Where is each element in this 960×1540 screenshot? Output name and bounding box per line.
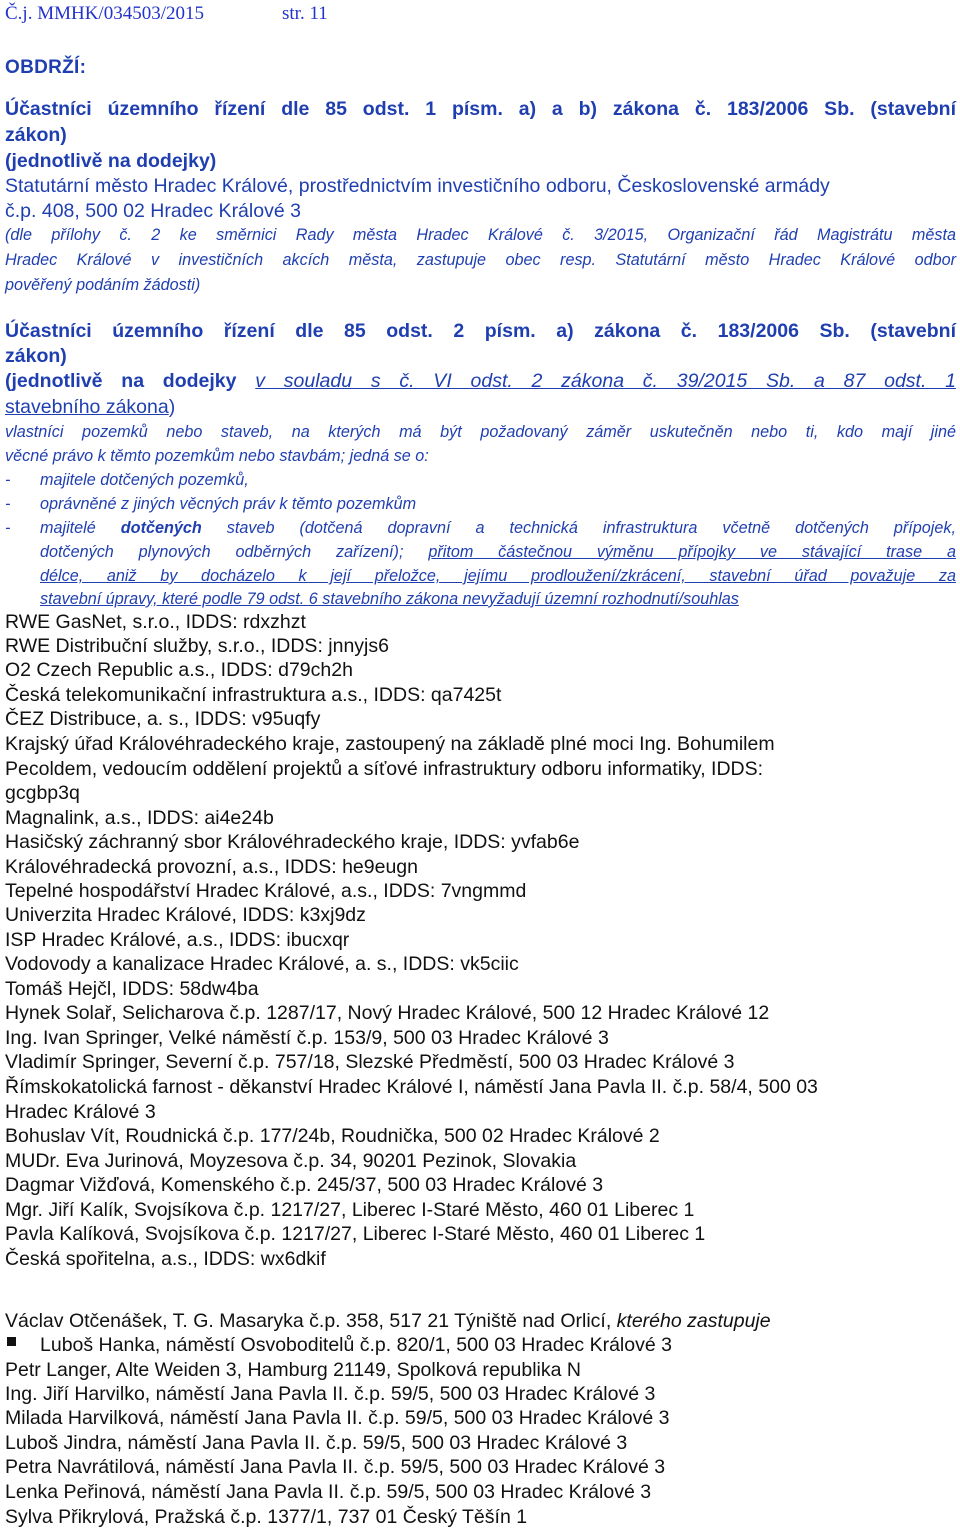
bullet-square-icon [7, 1337, 16, 1346]
recipient-line: Petr Langer, Alte Weiden 3, Hamburg 21149, Spolková republika N [5, 1359, 581, 1381]
list-item-3-line2-underlined: přitom částečnou výměnu přípojky ve stávající trase a [428, 543, 957, 561]
list-dash: - [5, 495, 11, 513]
recipient-line: Luboš Jindra, náměstí Jana Pavla II. č.p. 59/5, 500 03 Hradec Králové 3 [5, 1432, 628, 1454]
recipient-otcenasek-main: Václav Otčenášek, T. G. Masaryka č.p. 358, 517 21 Týniště nad Orlicí, [5, 1310, 617, 1332]
recipient-line: Vladimír Springer, Severní č.p. 757/18, Slezské Předměstí, 500 03 Hradec Králové 3 [5, 1051, 735, 1073]
recipient-line: Hradec Králové 3 [5, 1101, 156, 1123]
recipient-line: Dagmar Vižďová, Komenského č.p. 245/37, 500 03 Hradec Králové 3 [5, 1174, 604, 1196]
list-item-3-line3: délce, aniž by docházelo k její přeložce, jejímu prodloužení/zkrácení, stavební úřad považuje za [40, 567, 956, 585]
section2-closing-paren: ) [168, 396, 176, 418]
list-item-3-line4: stavební úpravy, které podle 79 odst. 6 stavebního zákona nevyžadují územní rozhodnutí/souhlas [40, 590, 739, 608]
section2-title-line3 [5, 370, 956, 393]
reference-number: Č.j. MMHK/034503/2015 [5, 3, 204, 24]
recipient-line: Ing. Ivan Springer, Velké náměstí č.p. 153/9, 500 03 Hradec Králové 3 [5, 1027, 609, 1049]
recipient-line: RWE Distribuční služby, s.r.o., IDDS: jnnyjs6 [5, 635, 389, 657]
recipient-line: Magnalink, a.s., IDDS: ai4e24b [5, 807, 274, 829]
section1-note-line1: (dle přílohy č. 2 ke směrnici Rady města Hradec Králové č. 3/2015, Organizační řád Magistrátu města [5, 226, 956, 244]
section1-entity-line2: č.p. 408, 500 02 Hradec Králové 3 [5, 200, 301, 222]
recipient-line: Hynek Solař, Selicharova č.p. 1287/17, Nový Hradec Králové, 500 12 Hradec Králové 12 [5, 1002, 770, 1024]
recipient-line: Římskokatolická farnost - děkanství Hradec Králové I, náměstí Jana Pavla II. č.p. 58/4, 500 03 [5, 1076, 818, 1098]
recipient-line: ISP Hradec Králové, a.s., IDDS: ibucxqr [5, 929, 350, 951]
list-item-3-line2-part1: dotčených plynových odběrných zařízení); [40, 543, 429, 561]
section1-title-line3: (jednotlivě na dodejky) [5, 150, 217, 172]
recipient-line: gcgbp3q [5, 782, 80, 804]
recipient-line: Petra Navrátilová, náměstí Jana Pavla II. č.p. 59/5, 500 03 Hradec Králové 3 [5, 1456, 666, 1478]
list-item-3-line2 [40, 543, 956, 562]
recipient-line: Sylva Přikrylová, Pražská č.p. 1377/1, 737 01 Český Těšín 1 [5, 1506, 528, 1528]
recipient-line: Česká telekomunikační infrastruktura a.s., IDDS: qa7425t [5, 684, 502, 706]
recipient-line: Tepelné hospodářství Hradec Králové, a.s., IDDS: 7vngmmd [5, 880, 527, 902]
recipient-line: Tomáš Hejčl, IDDS: 58dw4ba [5, 978, 259, 1000]
recipient-line: Milada Harvilková, náměstí Jana Pavla II. č.p. 59/5, 500 03 Hradec Králové 3 [5, 1407, 670, 1429]
recipient-line: Univerzita Hradec Králové, IDDS: k3xj9dz [5, 904, 366, 926]
page-header [5, 2, 328, 26]
recipient-line: Hasičský záchranný sbor Královéhradeckého kraje, IDDS: yvfab6e [5, 831, 580, 853]
section1-note-line3: pověřený podáním žádosti) [5, 276, 201, 294]
section2-title-line3-part1: (jednotlivě na dodejky [5, 370, 256, 392]
section1-title-line2: zákon) [5, 124, 67, 146]
section2-title-line2: zákon) [5, 345, 67, 367]
recipient-line: RWE GasNet, s.r.o., IDDS: rdxzhzt [5, 611, 306, 633]
recipient-line: Vodovody a kanalizace Hradec Králové, a. s., IDDS: vk5ciic [5, 953, 519, 975]
section2-title-line4 [5, 396, 175, 419]
recipient-line: Pavla Kalíková, Svojsíkova č.p. 1217/27, Liberec I-Staré Město, 460 01 Liberec 1 [5, 1223, 706, 1245]
recipient-otcenasek [5, 1310, 771, 1333]
list-item-3-part2: staveb (dotčená dopravní a technická infrastruktura včetně dotčených přípojek, [201, 519, 956, 537]
recipient-hanka: Luboš Hanka, náměstí Osvoboditelů č.p. 820/1, 500 03 Hradec Králové 3 [40, 1334, 672, 1356]
recipient-line: MUDr. Eva Jurinová, Moyzesova č.p. 34, 90201 Pezinok, Slovakia [5, 1150, 577, 1172]
list-dash: - [5, 519, 11, 537]
section1-title-line1: Účastníci územního řízení dle 85 odst. 1 písm. a) a b) zákona č. 183/2006 Sb. (stavební [5, 98, 956, 120]
list-dash: - [5, 471, 11, 489]
recipient-line: Ing. Jiří Harvilko, náměstí Jana Pavla II. č.p. 59/5, 500 03 Hradec Králové 3 [5, 1383, 656, 1405]
recipient-line: Česká spořitelna, a.s., IDDS: wx6dkif [5, 1248, 326, 1270]
section2-legal-reference: v souladu s č. VI odst. 2 zákona č. 39/2015 Sb. a 87 odst. 1 [255, 370, 956, 392]
recipient-line: Lenka Peřinová, náměstí Jana Pavla II. č.p. 59/5, 500 03 Hradec Králové 3 [5, 1481, 652, 1503]
recipient-otcenasek-note: kterého zastupuje [616, 1310, 771, 1332]
list-item-2: oprávněné z jiných věcných práv k těmto pozemkům [40, 495, 417, 513]
recipient-line: Pecoldem, vedoucím oddělení projektů a síťové infrastruktury odboru informatiky, IDDS: [5, 758, 764, 780]
section2-intro-line1: vlastníci pozemků nebo staveb, na kterých má být požadovaný záměr uskutečněn nebo ti, kdo mají jiné [5, 423, 956, 441]
list-item-3-bold: dotčených [120, 519, 202, 537]
section2-legal-reference-end: stavebního zákona [5, 396, 169, 418]
section1-note-line2: Hradec Králové v investičních akcích města, zastupuje obec resp. Statutární město Hradec Králové odbor [5, 251, 956, 269]
recipient-line: Bohuslav Vít, Roudnická č.p. 177/24b, Roudnička, 500 02 Hradec Králové 2 [5, 1125, 660, 1147]
list-item-3-part1: majitelé [40, 519, 121, 537]
list-item-1: majitele dotčených pozemků, [40, 471, 249, 489]
section1-entity-line1: Statutární město Hradec Králové, prostřednictvím investičního odboru, Československé armády [5, 175, 830, 197]
recipient-line: Krajský úřad Královéhradeckého kraje, zastoupený na základě plné moci Ing. Bohumilem [5, 733, 775, 755]
list-item-3-line1 [40, 519, 956, 538]
section2-intro-line2: věcné právo k těmto pozemkům nebo stavbám; jedná se o: [5, 447, 429, 465]
page-number: str. 11 [282, 3, 328, 24]
recipient-line: Mgr. Jiří Kalík, Svojsíkova č.p. 1217/27, Liberec I-Staré Město, 460 01 Liberec 1 [5, 1199, 695, 1221]
recipient-line: ČEZ Distribuce, a. s., IDDS: v95uqfy [5, 708, 321, 730]
recipient-line: O2 Czech Republic a.s., IDDS: d79ch2h [5, 659, 353, 681]
recipients-heading: OBDRŽÍ: [5, 57, 87, 78]
section2-title-line1: Účastníci územního řízení dle 85 odst. 2 písm. a) zákona č. 183/2006 Sb. (stavební [5, 320, 956, 342]
recipient-line: Královéhradecká provozní, a.s., IDDS: he9eugn [5, 856, 418, 878]
